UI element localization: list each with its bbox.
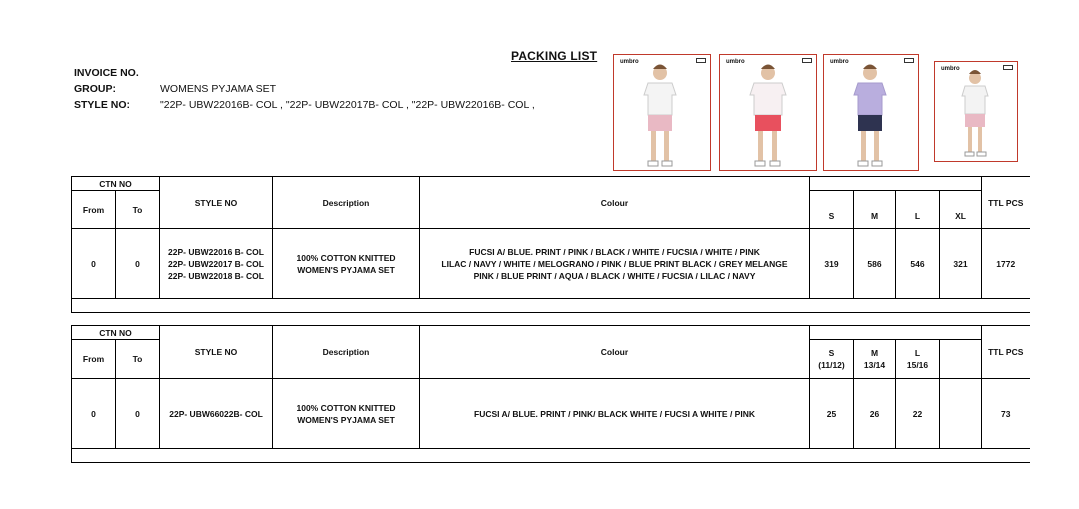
style-value: "22P- UBW22016B- COL , "22P- UBW22017B- COL , "22P- UBW22016B- COL , bbox=[160, 99, 535, 111]
qty-s-cell: 319 bbox=[810, 229, 854, 299]
age-label: (11/12) bbox=[818, 360, 845, 370]
ttl-cell: 73 bbox=[982, 379, 1030, 449]
product-photo-1 bbox=[613, 54, 711, 171]
style-no-header: STYLE NO bbox=[160, 326, 273, 379]
model-figure-icon bbox=[824, 55, 919, 171]
ttl-cell: 1772 bbox=[982, 229, 1030, 299]
size-l-header bbox=[896, 340, 940, 379]
style-line: 22P- UBW22016 B- COL bbox=[168, 246, 264, 257]
product-photo-3 bbox=[823, 54, 919, 171]
description-line: 100% COTTON KNITTED bbox=[296, 252, 396, 263]
umbro-logo: umbro bbox=[941, 66, 960, 72]
packing-table-2 bbox=[71, 325, 1030, 463]
model-figure-icon bbox=[935, 62, 1018, 162]
size-label: M bbox=[870, 348, 879, 358]
style-line: 22P- UBW22017 B- COL bbox=[168, 258, 264, 269]
table-row bbox=[72, 229, 1030, 299]
qty-l-cell: 22 bbox=[896, 379, 940, 449]
description-line: WOMEN'S PYJAMA SET bbox=[297, 414, 395, 425]
model-figure-icon bbox=[614, 55, 711, 171]
style-cell bbox=[160, 229, 273, 299]
colour-cell: FUCSI A/ BLUE. PRINT / PINK/ BLACK WHITE / FUCSI A WHITE / PINK bbox=[420, 379, 810, 449]
size-l-header: L bbox=[896, 191, 940, 229]
size-blank-header bbox=[940, 340, 982, 379]
size-label: L bbox=[914, 348, 921, 358]
from-cell: 0 bbox=[72, 379, 116, 449]
to-header: To bbox=[116, 191, 160, 229]
size-label: S bbox=[828, 348, 835, 358]
size-s-header: S bbox=[810, 191, 854, 229]
size-m-header bbox=[854, 340, 896, 379]
umbro-logo: umbro bbox=[830, 59, 849, 65]
qty-m-cell: 586 bbox=[854, 229, 896, 299]
qty-blank-cell bbox=[940, 379, 982, 449]
qty-m-cell: 26 bbox=[854, 379, 896, 449]
ctn-no-header: CTN NO bbox=[72, 177, 160, 191]
colour-line: FUCSI A/ BLUE. PRINT / PINK / BLACK / WHITE / FUCSIA / WHITE / PINK bbox=[469, 246, 760, 257]
qty-xl-cell: 321 bbox=[940, 229, 982, 299]
size-s-header bbox=[810, 340, 854, 379]
model-figure-icon bbox=[720, 55, 817, 171]
qty-s-cell: 25 bbox=[810, 379, 854, 449]
ttl-pcs-header: TTL PCS bbox=[982, 177, 1030, 229]
product-photo-4 bbox=[934, 61, 1018, 162]
colour-line: LILAC / NAVY / WHITE / MELOGRANO / PINK / BLUE PRINT BLACK / GREY MELANGE bbox=[441, 258, 788, 269]
size-group-header bbox=[810, 177, 982, 191]
page-title: PACKING LIST bbox=[511, 49, 598, 63]
qty-l-cell: 546 bbox=[896, 229, 940, 299]
description-line: WOMEN'S PYJAMA SET bbox=[297, 264, 395, 275]
group-label: GROUP: bbox=[74, 83, 116, 95]
product-photo-2 bbox=[719, 54, 817, 171]
ttl-pcs-header: TTL PCS bbox=[982, 326, 1030, 379]
umbro-logo: umbro bbox=[726, 59, 745, 65]
from-header: From bbox=[72, 191, 116, 229]
size-group-header bbox=[810, 326, 982, 340]
style-label: STYLE NO: bbox=[74, 99, 131, 111]
colour-cell bbox=[420, 229, 810, 299]
to-header: To bbox=[116, 340, 160, 379]
table-row bbox=[72, 379, 1030, 449]
style-line: 22P- UBW22018 B- COL bbox=[168, 270, 264, 281]
age-label: 15/16 bbox=[906, 360, 929, 370]
description-header: Description bbox=[273, 326, 420, 379]
ctn-no-header: CTN NO bbox=[72, 326, 160, 340]
size-xl-header: XL bbox=[940, 191, 982, 229]
from-header: From bbox=[72, 340, 116, 379]
umbro-logo: umbro bbox=[620, 59, 639, 65]
description-line: 100% COTTON KNITTED bbox=[296, 402, 396, 413]
age-label: 13/14 bbox=[863, 360, 886, 370]
invoice-label: INVOICE NO. bbox=[74, 67, 139, 79]
description-header: Description bbox=[273, 177, 420, 229]
style-no-header: STYLE NO bbox=[160, 177, 273, 229]
to-cell: 0 bbox=[116, 379, 160, 449]
to-cell: 0 bbox=[116, 229, 160, 299]
colour-line: PINK / BLUE PRINT / AQUA / BLACK / WHITE / FUCSIA / LILAC / NAVY bbox=[473, 270, 756, 281]
spacer-row bbox=[72, 449, 1030, 463]
style-cell: 22P- UBW66022B- COL bbox=[160, 379, 273, 449]
group-value: WOMENS PYJAMA SET bbox=[160, 83, 277, 95]
from-cell: 0 bbox=[72, 229, 116, 299]
packing-table-1 bbox=[71, 176, 1030, 313]
description-cell bbox=[273, 379, 420, 449]
colour-header: Colour bbox=[420, 177, 810, 229]
size-m-header: M bbox=[854, 191, 896, 229]
colour-header: Colour bbox=[420, 326, 810, 379]
spacer-row bbox=[72, 299, 1030, 313]
description-cell bbox=[273, 229, 420, 299]
